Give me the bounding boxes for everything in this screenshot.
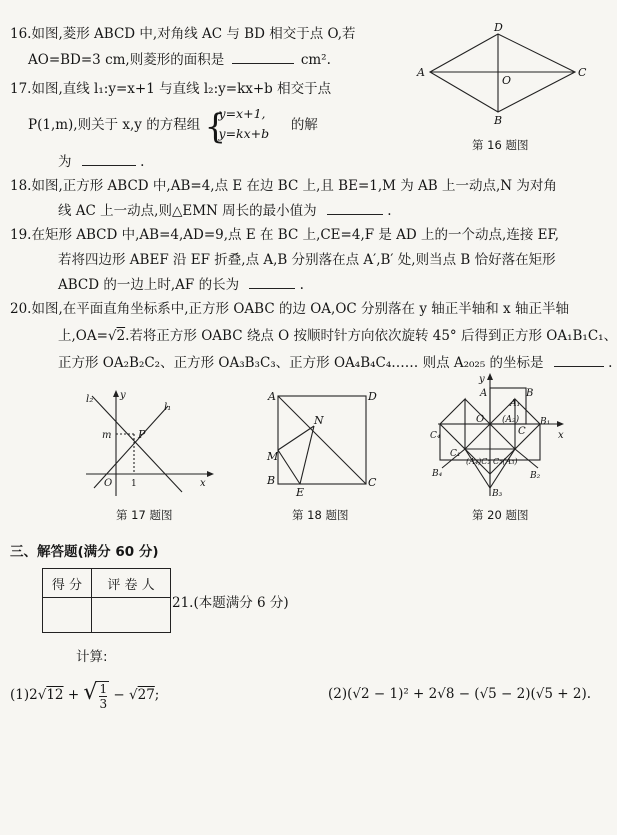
q16-line2-text: AO=BD=3 cm,则菱形的面积是 bbox=[28, 52, 225, 68]
fig18-label-N: N bbox=[314, 414, 324, 427]
fig18-label-E: E bbox=[296, 486, 305, 499]
fig20-label-y: y bbox=[479, 374, 485, 385]
q20-answer-blank[interactable] bbox=[554, 365, 604, 367]
p1-plus: + bbox=[67, 687, 80, 703]
fig16-label-C: C bbox=[578, 66, 587, 79]
fig20-label-B3: B₃ bbox=[492, 489, 503, 499]
fig20-label-O: O bbox=[476, 414, 485, 425]
q20-line2 bbox=[58, 324, 617, 344]
grader-cell[interactable] bbox=[92, 598, 171, 633]
q21-title: 21.(本题满分 6 分) bbox=[172, 595, 289, 611]
q17-answer-blank[interactable] bbox=[82, 164, 136, 166]
fig16-label-O: O bbox=[502, 74, 512, 87]
fig20-label-A: A bbox=[480, 388, 488, 399]
p1-fraction bbox=[97, 681, 109, 711]
q19-line2: 若将四边形 ABEF 沿 EF 折叠,点 A,B 分别落在点 A′,B′ 处,则当点 B 恰好落在矩形 bbox=[58, 252, 556, 268]
q17-line3-text: 为 bbox=[58, 154, 72, 170]
score-cell[interactable] bbox=[43, 598, 92, 633]
q18-answer-blank[interactable] bbox=[327, 213, 383, 215]
p1-sqrt-sign-3: √ bbox=[129, 687, 138, 703]
p1-fraction-num: 1 bbox=[99, 681, 108, 696]
fig20-label-C3A3: C₃(A₃) bbox=[493, 457, 518, 466]
fig18-label-C: C bbox=[368, 476, 377, 489]
fig16-caption: 第 16 题图 bbox=[472, 138, 529, 152]
q16-line2 bbox=[28, 48, 331, 68]
fig16-rhombus bbox=[410, 20, 590, 130]
q19-answer-blank[interactable] bbox=[249, 287, 295, 289]
q18-period: . bbox=[387, 203, 392, 219]
fig20-label-C4: C₄ bbox=[430, 431, 441, 441]
q16-answer-blank[interactable] bbox=[232, 62, 294, 64]
fig20-rotations bbox=[430, 372, 570, 502]
fig18-caption: 第 18 题图 bbox=[292, 508, 349, 522]
q17-system bbox=[204, 105, 287, 147]
q18-line1: 18.如图,正方形 ABCD 中,AB=4,点 E 在边 BC 上,且 BE=1,M 为 AB 上一动点,N 为对角 bbox=[10, 178, 557, 194]
fig20-caption: 第 20 题图 bbox=[472, 508, 529, 522]
q20-line3-text: 正方形 OA₂B₂C₂、正方形 OA₃B₃C₃、正方形 OA₄B₄C₄…… 则点 A₂₀₂₅ 的坐标是 bbox=[58, 355, 544, 371]
q17-line2-tail: 的解 bbox=[290, 117, 318, 133]
fig16-label-D: D bbox=[494, 21, 503, 34]
q17-line1: 17.如图,直线 l₁:y=x+1 与直线 l₂:y=kx+b 相交于点 bbox=[10, 81, 332, 97]
fig17-label-m: m bbox=[102, 430, 112, 441]
grader-header: 评 卷 人 bbox=[92, 569, 171, 598]
q17-period: . bbox=[140, 154, 145, 170]
p1-sqrt-sign-2: √ bbox=[83, 680, 98, 705]
fig16-label-B: B bbox=[494, 114, 503, 127]
q16-line1: 16.如图,菱形 ABCD 中,对角线 AC 与 BD 相交于点 O,若 bbox=[10, 26, 356, 42]
q21-part1 bbox=[10, 680, 159, 711]
fig17-label-l1: l₁ bbox=[164, 402, 172, 413]
fig17-label-P: P bbox=[138, 428, 146, 441]
fig20-label-A1: A₁ bbox=[510, 399, 521, 409]
fig17-label-O: O bbox=[104, 478, 113, 489]
fig17-label-x: x bbox=[200, 478, 206, 489]
p1-radicand-1: 12 bbox=[46, 687, 64, 703]
fig18-label-D: D bbox=[368, 390, 377, 403]
q17-eq2: y=kx+b bbox=[218, 125, 270, 141]
fig17-label-y: y bbox=[120, 390, 126, 401]
fig18-label-M: M bbox=[267, 450, 279, 463]
p1-minus: − bbox=[113, 687, 125, 703]
p1-radicand-3: 27 bbox=[137, 687, 155, 703]
q17-line3 bbox=[58, 150, 144, 170]
q19-line3 bbox=[58, 273, 304, 293]
q17-eq1: y=x+1, bbox=[218, 105, 266, 121]
p1-sqrt-sign-1: √ bbox=[37, 687, 47, 703]
fig18-square bbox=[262, 388, 382, 498]
q16-unit: cm². bbox=[300, 52, 331, 68]
fig20-label-x: x bbox=[558, 430, 564, 441]
fig16-label-A: A bbox=[417, 66, 425, 79]
q18-line2-text: 线 AC 上一动点,则△EMN 周长的最小值为 bbox=[58, 203, 317, 219]
fig20-label-A2: (A₂) bbox=[502, 415, 520, 425]
q17-line2-text: P(1,m),则关于 x,y 的方程组 bbox=[28, 117, 201, 133]
q20-line2-b: .若将正方形 OABC 绕点 O 按顺时针方向依次旋转 45° 后得到正方形 OA₁B₁C₁、 bbox=[125, 328, 617, 344]
q19-line3-text: ABCD 的一边上时,AF 的长为 bbox=[58, 277, 240, 293]
q18-line2 bbox=[58, 199, 392, 219]
fig18-label-B: B bbox=[267, 474, 276, 487]
fig18-label-A: A bbox=[268, 390, 276, 403]
q19-period: . bbox=[299, 277, 304, 293]
p1-semicolon: ; bbox=[154, 687, 160, 703]
q20-line2-a: 上,OA= bbox=[58, 328, 108, 344]
p1-coef: (1)2 bbox=[10, 687, 38, 703]
fig20-label-A4C2: (A₄)C₂ bbox=[466, 457, 491, 466]
fig20-label-B: B bbox=[526, 388, 534, 399]
p1-fraction-den: 3 bbox=[99, 696, 108, 711]
q17-line2 bbox=[28, 105, 318, 147]
fig17-graph bbox=[82, 388, 222, 500]
q20-sqrt-value: 2 bbox=[116, 328, 126, 344]
fig20-label-C: C bbox=[518, 426, 526, 437]
q21-part2: (2)(√2 − 1)² + 2√8 − (√5 − 2)(√5 + 2). bbox=[328, 686, 592, 702]
score-header: 得 分 bbox=[43, 569, 92, 598]
calc-label: 计算: bbox=[76, 649, 108, 665]
fig20-label-B4: B₄ bbox=[432, 469, 443, 479]
q20-sqrt-sign: √ bbox=[107, 328, 117, 344]
q20-line1: 20.如图,在平面直角坐标系中,正方形 OABC 的边 OA,OC 分别落在 y 轴正半轴和 x 轴正半轴 bbox=[10, 301, 569, 317]
fig17-label-1: 1 bbox=[131, 479, 137, 489]
fig20-label-C1: C₁ bbox=[450, 449, 461, 459]
fig20-label-B2: B₂ bbox=[530, 471, 541, 481]
fig17-caption: 第 17 题图 bbox=[116, 508, 173, 522]
section3-title: 三、解答题(满分 60 分) bbox=[10, 544, 159, 560]
q20-period: . bbox=[608, 355, 613, 371]
q20-line3 bbox=[58, 351, 612, 371]
q19-line1: 19.在矩形 ABCD 中,AB=4,AD=9,点 E 在 BC 上,CE=4,F 是 AD 上的一个动点,连接 EF, bbox=[10, 227, 560, 243]
fig20-label-B1: B₁ bbox=[540, 417, 551, 427]
score-table bbox=[42, 568, 171, 633]
q17-brace: { bbox=[204, 106, 227, 147]
fig17-label-l2: l₂ bbox=[86, 394, 94, 405]
